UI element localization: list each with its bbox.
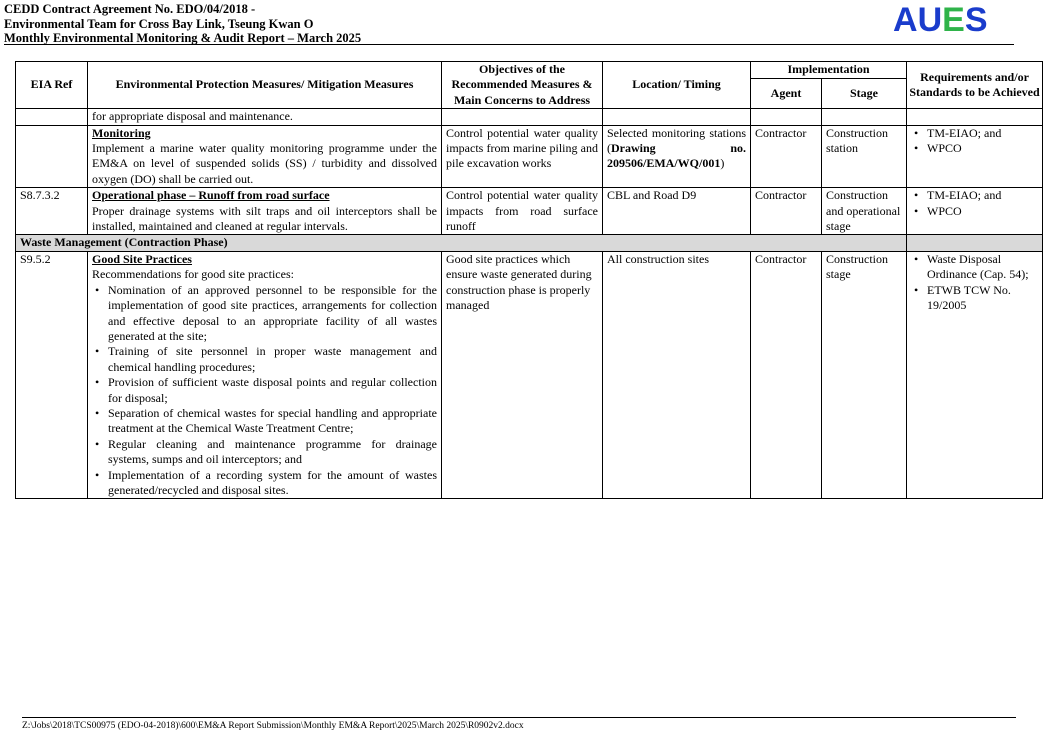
agent-cell: Contractor bbox=[751, 125, 822, 188]
requirements-cell bbox=[907, 251, 1043, 499]
stage-cell: Construction and operational stage bbox=[822, 188, 907, 235]
measure-title: Good Site Practices bbox=[92, 251, 192, 266]
header-measures: Environmental Protection Measures/ Mitigation Measures bbox=[88, 62, 442, 109]
requirements-cell bbox=[907, 188, 1043, 235]
header-report-line: Monthly Environmental Monitoring & Audit Report – March 2025 bbox=[4, 31, 362, 45]
eia-ref-cell: S8.7.3.2 bbox=[16, 188, 88, 235]
practice-item: • Regular cleaning and maintenance programme for drainage systems, sumps and oil interceptors; and bbox=[108, 437, 437, 468]
measure-text: Implement a marine water quality monitoring programme under the EM&A on level of suspended solids (SS) / turbidity and dissolved oxygen (DO) shall be carried out. bbox=[92, 141, 437, 186]
table-row bbox=[16, 109, 1043, 125]
objectives-cell: Control potential water quality impacts from road surface runoff bbox=[442, 188, 603, 235]
header-team-line: Environmental Team for Cross Bay Link, Tseung Kwan O bbox=[4, 16, 314, 31]
logo-letter-a: A bbox=[893, 1, 918, 39]
table-row bbox=[16, 251, 1043, 499]
footer-divider bbox=[22, 717, 1016, 718]
header-eia-ref: EIA Ref bbox=[16, 62, 88, 109]
footer-file-path: Z:\Jobs\2018\TCS00975 (EDO-04-2018)\600\EM&A Report Submission\Monthly EM&A Report\2025\March 2025\R0902v2.docx bbox=[22, 721, 524, 731]
measures-cell bbox=[88, 125, 442, 188]
header-objectives: Objectives of the Recommended Measures & Main Concerns to Address bbox=[442, 62, 603, 109]
measures-cell bbox=[88, 251, 442, 499]
logo-letter-e: E bbox=[942, 1, 965, 39]
requirement-item: • WPCO bbox=[927, 204, 1038, 219]
requirement-item: • Waste Disposal Ordinance (Cap. 54); bbox=[927, 252, 1038, 283]
practice-item: • Provision of sufficient waste disposal points and regular collection for disposal; bbox=[108, 375, 437, 406]
location-cell: CBL and Road D9 bbox=[603, 188, 751, 235]
header-implementation: Implementation bbox=[751, 62, 907, 79]
measure-text: Proper drainage systems with silt traps and oil interceptors shall be installed, maintained and cleaned at regular intervals. bbox=[92, 203, 437, 234]
logo-letter-u: U bbox=[917, 1, 943, 39]
measure-title: Monitoring bbox=[92, 125, 151, 140]
measure-title: Operational phase – Runoff from road surface bbox=[92, 188, 330, 203]
practice-item: • Implementation of a recording system for the amount of wastes generated/recycled and disposal sites. bbox=[108, 468, 437, 499]
stage-cell: Construction station bbox=[822, 125, 907, 188]
requirement-item: • TM-EIAO; and bbox=[927, 188, 1038, 203]
section-title: Waste Management (Contraction Phase) bbox=[16, 235, 907, 251]
header-stage: Stage bbox=[822, 79, 907, 109]
measures-cell bbox=[88, 188, 442, 235]
header-requirements: Requirements and/or Standards to be Achieved bbox=[907, 62, 1043, 109]
aues-logo bbox=[893, 0, 988, 40]
document-header bbox=[4, 2, 361, 46]
agent-cell: Contractor bbox=[751, 188, 822, 235]
requirement-item: • TM-EIAO; and bbox=[927, 126, 1038, 141]
header-location: Location/ Timing bbox=[603, 62, 751, 109]
location-cell: All construction sites bbox=[603, 251, 751, 499]
section-row bbox=[16, 235, 1043, 251]
location-cell: Selected monitoring stations (Drawing no. 209506/EMA/WQ/001) bbox=[603, 125, 751, 188]
measure-intro: Recommendations for good site practices: bbox=[92, 267, 294, 282]
practice-item: • Nomination of an approved personnel to be responsible for the implementation of good site practices, arrangements for collection and effective deposal to an appropriate facility of all wastes generated at the site; bbox=[108, 283, 437, 345]
practice-item: • Training of site personnel in proper waste management and chemical handling procedures; bbox=[108, 344, 437, 375]
header-agent: Agent bbox=[751, 79, 822, 109]
table-row bbox=[16, 188, 1043, 235]
header-divider bbox=[4, 44, 1014, 45]
objectives-cell: Good site practices which ensure waste generated during construction phase is properly managed bbox=[442, 251, 603, 499]
requirements-cell bbox=[907, 125, 1043, 188]
requirement-item: • WPCO bbox=[927, 141, 1038, 156]
agent-cell: Contractor bbox=[751, 251, 822, 499]
logo-letter-s: S bbox=[964, 1, 988, 39]
mitigation-measures-table bbox=[15, 61, 1043, 499]
measures-cell: for appropriate disposal and maintenance. bbox=[88, 109, 442, 125]
stage-cell: Construction stage bbox=[822, 251, 907, 499]
practice-item: • Separation of chemical wastes for special handling and appropriate treatment at the Chemical Waste Treatment Centre; bbox=[108, 406, 437, 437]
eia-ref-cell: S9.5.2 bbox=[16, 251, 88, 499]
requirement-item: • ETWB TCW No. 19/2005 bbox=[927, 283, 1038, 314]
table-row bbox=[16, 125, 1043, 188]
objectives-cell: Control potential water quality impacts from marine piling and pile excavation works bbox=[442, 125, 603, 188]
header-contract-line: CEDD Contract Agreement No. EDO/04/2018 - bbox=[4, 2, 256, 16]
